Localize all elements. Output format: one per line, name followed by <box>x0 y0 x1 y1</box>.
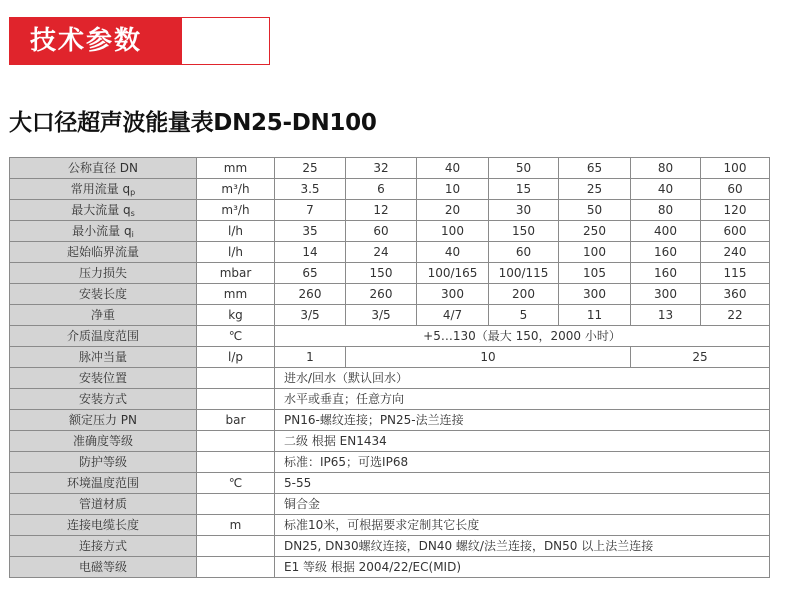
row-label <box>10 200 197 221</box>
value-cell: 20 <box>417 200 489 221</box>
row-label-text: 常用流量 q <box>70 181 131 196</box>
unit-cell: mbar <box>197 263 275 284</box>
table-row <box>10 284 770 305</box>
value-cell: 300 <box>417 284 489 305</box>
row-label-subscript: p <box>130 187 136 197</box>
table-row <box>10 368 770 389</box>
row-label-text: 安装方式 <box>78 391 127 406</box>
value-cell: 60 <box>489 242 559 263</box>
value-cell: 105 <box>559 263 631 284</box>
row-label-text: 安装位置 <box>78 370 127 385</box>
row-label <box>10 158 197 179</box>
banner-red-block <box>10 18 182 64</box>
table-row <box>10 389 770 410</box>
row-label <box>10 221 197 242</box>
row-label-text: 电磁等级 <box>78 559 127 574</box>
row-label-text: 连接方式 <box>78 538 127 553</box>
value-cell: 3/5 <box>275 305 346 326</box>
row-label <box>10 242 197 263</box>
unit-cell: l/p <box>197 347 275 368</box>
unit-cell <box>197 389 275 410</box>
table-row <box>10 347 770 368</box>
value-cell: 300 <box>631 284 701 305</box>
value-cell-span: 进水/回水（默认回水） <box>275 368 770 389</box>
unit-cell <box>197 557 275 578</box>
unit-cell <box>197 494 275 515</box>
table-row <box>10 431 770 452</box>
value-cell: 14 <box>275 242 346 263</box>
value-cell: 100 <box>701 158 770 179</box>
value-cell: 100/165 <box>417 263 489 284</box>
value-cell-span: 铜合金 <box>275 494 770 515</box>
row-label-text: 防护等级 <box>78 454 127 469</box>
value-cell: 200 <box>489 284 559 305</box>
unit-cell: l/h <box>197 242 275 263</box>
value-cell: 50 <box>489 158 559 179</box>
table-row <box>10 494 770 515</box>
table-row <box>10 242 770 263</box>
table-row <box>10 410 770 431</box>
unit-cell: bar <box>197 410 275 431</box>
value-cell-span: 1 <box>275 347 346 368</box>
value-cell: 6 <box>346 179 417 200</box>
table-row <box>10 263 770 284</box>
row-label <box>10 389 197 410</box>
unit-cell: m³/h <box>197 200 275 221</box>
value-cell: 600 <box>701 221 770 242</box>
value-cell: 240 <box>701 242 770 263</box>
section-banner <box>9 17 270 65</box>
value-cell: 50 <box>559 200 631 221</box>
product-title: 大口径超声波能量表DN25-DN100 <box>9 110 377 136</box>
value-cell: 30 <box>489 200 559 221</box>
row-label <box>10 179 197 200</box>
table-row <box>10 305 770 326</box>
unit-cell: ℃ <box>197 473 275 494</box>
unit-cell: kg <box>197 305 275 326</box>
table-row <box>10 221 770 242</box>
row-label-text: 脉冲当量 <box>78 349 127 364</box>
unit-cell: mm <box>197 284 275 305</box>
unit-cell <box>197 452 275 473</box>
value-cell: 7 <box>275 200 346 221</box>
row-label-text: 额定压力 PN <box>68 412 138 427</box>
table-row <box>10 326 770 347</box>
value-cell: 160 <box>631 242 701 263</box>
banner-title: 技术参数 <box>30 26 143 56</box>
value-cell: 60 <box>346 221 417 242</box>
value-cell: 10 <box>417 179 489 200</box>
value-cell: 100 <box>417 221 489 242</box>
row-label <box>10 557 197 578</box>
value-cell: 40 <box>631 179 701 200</box>
row-label <box>10 431 197 452</box>
value-cell: 260 <box>346 284 417 305</box>
row-label <box>10 326 197 347</box>
value-cell: 11 <box>559 305 631 326</box>
table-row <box>10 557 770 578</box>
value-cell: 15 <box>489 179 559 200</box>
unit-cell <box>197 536 275 557</box>
value-cell: 24 <box>346 242 417 263</box>
value-cell: 32 <box>346 158 417 179</box>
value-cell: 150 <box>489 221 559 242</box>
unit-cell: m <box>197 515 275 536</box>
value-cell: 120 <box>701 200 770 221</box>
value-cell: 80 <box>631 158 701 179</box>
row-label <box>10 410 197 431</box>
spec-table <box>9 157 770 578</box>
value-cell-span: E1 等级 根据 2004/22/EC(MID) <box>275 557 770 578</box>
table-row <box>10 536 770 557</box>
row-label-text: 安装长度 <box>78 286 127 301</box>
value-cell: 65 <box>559 158 631 179</box>
value-cell: 65 <box>275 263 346 284</box>
value-cell-span: 水平或垂直；任意方向 <box>275 389 770 410</box>
value-cell: 400 <box>631 221 701 242</box>
value-cell: 160 <box>631 263 701 284</box>
value-cell: 260 <box>275 284 346 305</box>
value-cell: 100 <box>559 242 631 263</box>
value-cell: 25 <box>559 179 631 200</box>
value-cell: 25 <box>275 158 346 179</box>
row-label-text: 净重 <box>90 307 115 322</box>
value-cell: 5 <box>489 305 559 326</box>
row-label <box>10 494 197 515</box>
value-cell: 4/7 <box>417 305 489 326</box>
value-cell: 150 <box>346 263 417 284</box>
row-label-text: 连接电缆长度 <box>66 517 139 532</box>
value-cell: 12 <box>346 200 417 221</box>
row-label-text: 起始临界流量 <box>66 244 139 259</box>
value-cell-span: 二级 根据 EN1434 <box>275 431 770 452</box>
value-cell-span: 10 <box>346 347 631 368</box>
unit-cell: mm <box>197 158 275 179</box>
value-cell: 250 <box>559 221 631 242</box>
value-cell: 115 <box>701 263 770 284</box>
value-cell: 80 <box>631 200 701 221</box>
row-label <box>10 515 197 536</box>
row-label-text: 准确度等级 <box>72 433 133 448</box>
value-cell-span: 25 <box>631 347 770 368</box>
unit-cell: ℃ <box>197 326 275 347</box>
unit-cell: l/h <box>197 221 275 242</box>
table-row <box>10 179 770 200</box>
row-label-text: 环境温度范围 <box>66 475 139 490</box>
row-label <box>10 536 197 557</box>
row-label-text: 公称直径 DN <box>67 160 139 175</box>
value-cell: 40 <box>417 158 489 179</box>
unit-cell <box>197 431 275 452</box>
value-cell-span: DN25, DN30螺纹连接，DN40 螺纹/法兰连接，DN50 以上法兰连接 <box>275 536 770 557</box>
value-cell: 300 <box>559 284 631 305</box>
value-cell: 22 <box>701 305 770 326</box>
table-row <box>10 200 770 221</box>
row-label <box>10 452 197 473</box>
row-label <box>10 368 197 389</box>
row-label-subscript: s <box>130 208 135 218</box>
table-row <box>10 158 770 179</box>
row-label-text: 最大流量 q <box>71 202 131 217</box>
row-label-text: 最小流量 q <box>72 223 132 238</box>
value-cell: 40 <box>417 242 489 263</box>
table-row <box>10 452 770 473</box>
table-row <box>10 515 770 536</box>
row-label <box>10 263 197 284</box>
unit-cell: m³/h <box>197 179 275 200</box>
value-cell: 100/115 <box>489 263 559 284</box>
unit-cell <box>197 368 275 389</box>
row-label <box>10 473 197 494</box>
value-cell: 60 <box>701 179 770 200</box>
row-label-text: 管道材质 <box>78 496 127 511</box>
table-row <box>10 473 770 494</box>
value-cell: 3.5 <box>275 179 346 200</box>
value-cell: 3/5 <box>346 305 417 326</box>
value-cell: 13 <box>631 305 701 326</box>
row-label-subscript: i <box>131 229 134 239</box>
row-label <box>10 305 197 326</box>
row-label <box>10 284 197 305</box>
row-label-text: 介质温度范围 <box>66 328 139 343</box>
value-cell-span: +5…130（最大 150，2000 小时） <box>275 326 770 347</box>
value-cell-span: 5-55 <box>275 473 770 494</box>
value-cell-span: 标准10米，可根据要求定制其它长度 <box>275 515 770 536</box>
value-cell-span: PN16-螺纹连接；PN25-法兰连接 <box>275 410 770 431</box>
row-label-text: 压力损失 <box>78 265 127 280</box>
row-label <box>10 347 197 368</box>
value-cell: 35 <box>275 221 346 242</box>
value-cell: 360 <box>701 284 770 305</box>
value-cell-span: 标准：IP65；可选IP68 <box>275 452 770 473</box>
